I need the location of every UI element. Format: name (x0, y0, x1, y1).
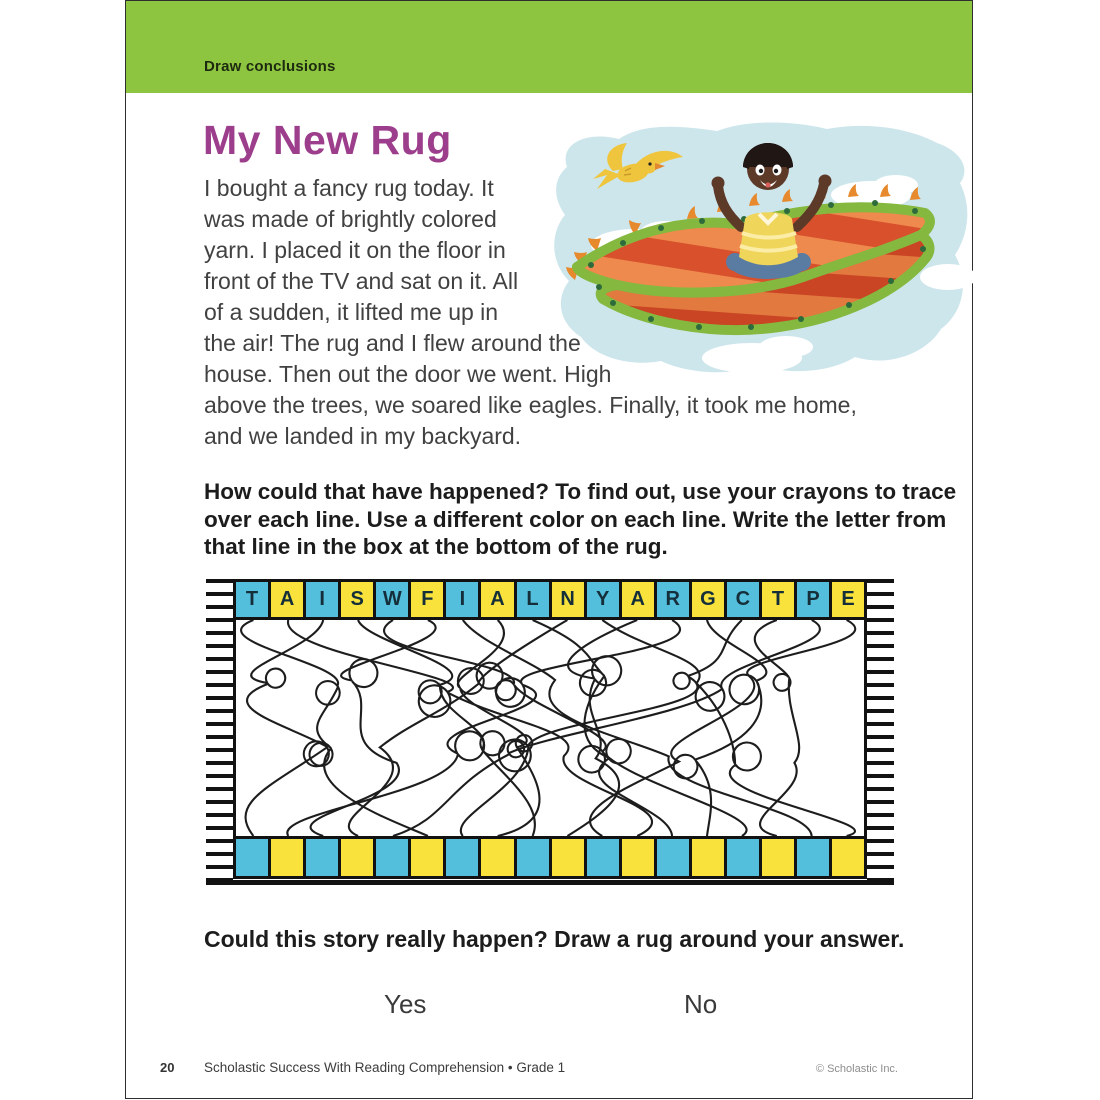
letter-cell: C (724, 582, 759, 617)
letter-cell: I (443, 582, 478, 617)
answer-box[interactable] (514, 839, 549, 876)
letter-cell: R (654, 582, 689, 617)
story-line: of a sudden, it lifted me up in (204, 299, 499, 325)
copyright-text: © Scholastic Inc. (815, 1063, 898, 1075)
rug-fringe-right (867, 579, 894, 880)
answer-boxes-row (236, 836, 864, 876)
answer-option-no[interactable]: No (684, 989, 718, 1019)
letter-cell: A (268, 582, 303, 617)
question-text: Could this story really happen? Draw a rug around your answer. (204, 926, 905, 952)
answer-option-yes[interactable]: Yes (384, 989, 427, 1019)
instructions-line: over each line. Use a different color on each line. Write the letter from (204, 506, 947, 532)
letter-cell: I (303, 582, 338, 617)
letter-cell: S (338, 582, 373, 617)
story-line: was made of brightly colored (204, 206, 497, 232)
rug-body (233, 579, 867, 879)
letter-cell: T (759, 582, 794, 617)
answer-box[interactable] (724, 839, 759, 876)
page-number: 20 (160, 1060, 175, 1075)
story-line: and we landed in my backyard. (204, 423, 522, 449)
book-title: Scholastic Success With Reading Comprehension • Grade 1 (204, 1060, 566, 1075)
letter-cell: Y (584, 582, 619, 617)
story-line: yarn. I placed it on the floor in (204, 237, 506, 263)
tangle-line (349, 620, 568, 836)
story-line: the air! The rug and I flew around the (204, 330, 581, 356)
answer-box[interactable] (794, 839, 829, 876)
tangle-line (241, 620, 428, 836)
letter-cell: N (549, 582, 584, 617)
flying-carpet-illustration (539, 115, 976, 385)
letter-cell: A (619, 582, 654, 617)
answer-box[interactable] (829, 839, 864, 876)
page-title: My New Rug (203, 117, 452, 163)
instructions-text (204, 478, 956, 561)
tangle-line (755, 620, 799, 836)
tangle-line (602, 620, 855, 836)
answer-box[interactable] (654, 839, 689, 876)
answer-box[interactable] (584, 839, 619, 876)
letter-cell: P (794, 582, 829, 617)
worksheet-page (125, 0, 973, 1099)
letter-cell: F (408, 582, 443, 617)
answer-box[interactable] (549, 839, 584, 876)
page-header (126, 1, 972, 93)
answer-box[interactable] (759, 839, 794, 876)
answer-box[interactable] (373, 839, 408, 876)
answer-box[interactable] (236, 839, 268, 876)
story-line: house. Then out the door we went. High (204, 361, 612, 387)
answer-box[interactable] (268, 839, 303, 876)
answer-box[interactable] (478, 839, 513, 876)
answer-box[interactable] (619, 839, 654, 876)
letter-cell: W (373, 582, 408, 617)
rug-fringe-left (206, 579, 233, 880)
answer-box[interactable] (689, 839, 724, 876)
answer-box[interactable] (408, 839, 443, 876)
answer-box[interactable] (338, 839, 373, 876)
story-line: above the trees, we soared like eagles. Finally, it took me home, (204, 392, 857, 418)
answer-box[interactable] (303, 839, 338, 876)
answer-box[interactable] (443, 839, 478, 876)
letter-cell: A (478, 582, 513, 617)
letter-cell: L (514, 582, 549, 617)
letter-cell: E (829, 582, 864, 617)
story-line: front of the TV and sat on it. All (204, 268, 519, 294)
letter-cell: T (236, 582, 268, 617)
tangled-lines (236, 620, 864, 836)
skill-label: Draw conclusions (204, 58, 336, 75)
rug-puzzle (206, 579, 894, 885)
instructions-line: How could that have happened? To find out, use your crayons to trace (204, 479, 957, 504)
letters-row (236, 582, 864, 620)
instructions-line: that line in the box at the bottom of the rug. (204, 534, 668, 559)
letter-cell: G (689, 582, 724, 617)
story-line: I bought a fancy rug today. It (204, 175, 494, 201)
rug-bottom-edge (206, 880, 894, 885)
